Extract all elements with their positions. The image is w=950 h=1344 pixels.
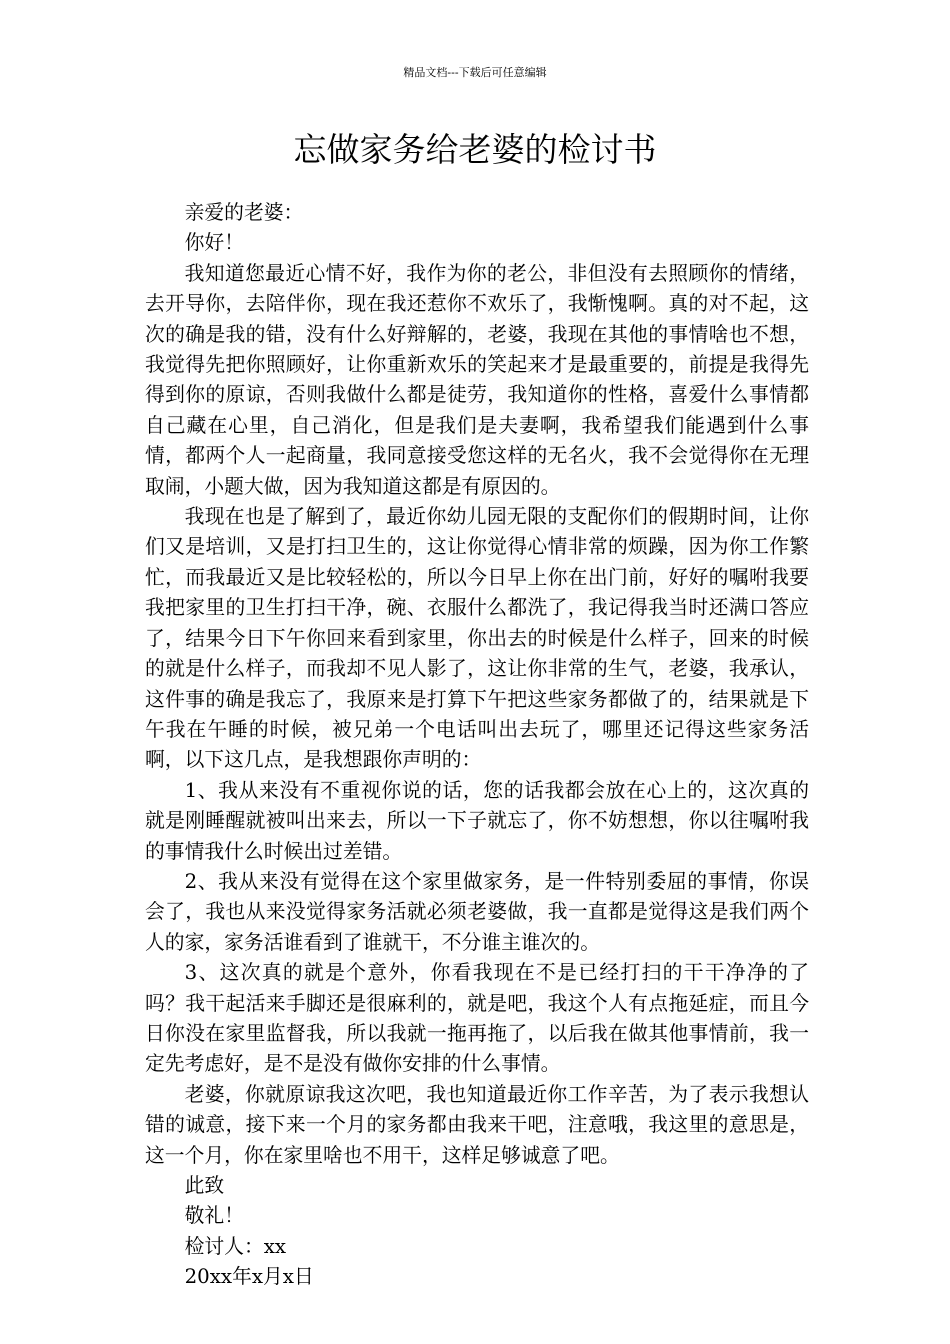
body-paragraph: 3、这次真的就是个意外，你看我现在不是已经打扫的干干净净的了吗？我干起活来手脚还是很麻利的，就是吧，我这个人有点拖延症，而且今日你没在家里监督我，所以我就一拖再拖了，以后我在做其他事情前，我一定先考虑好，是不是没有做你安排的什么事情。 bbox=[145, 961, 809, 1076]
body-paragraph: 1、我从来没有不重视你说的话，您的话我都会放在心上的，这次真的就是刚睡醒就被叫出来去，所以一下子就忘了，你不妨想想，你以往嘱咐我的事情我什么时候出过差错。 bbox=[145, 778, 809, 863]
letter-body bbox=[145, 198, 809, 1293]
signature: 检讨人：xx bbox=[184, 1234, 287, 1258]
closing: 此致 bbox=[184, 1174, 225, 1197]
regards: 敬礼！ bbox=[184, 1204, 244, 1228]
document-title: 忘做家务给老婆的检讨书 bbox=[293, 130, 657, 169]
salutation: 亲爱的老婆： bbox=[184, 201, 304, 224]
header-note: 精品文档---下载后可任意编辑 bbox=[403, 66, 547, 79]
body-paragraph: 我现在也是了解到了，最近你幼儿园无限的支配你们的假期时间，让你们又是培训，又是打扫卫生的，这让你觉得心情非常的烦躁，因为你工作繁忙，而我最近又是比较轻松的，所以今日早上你在出门前，好好的嘱咐我要我把家里的卫生打扫干净，碗、衣服什么都洗了，我记得我当时还满口答应了，结果今日下午你回来看到家里，你出去的时候是什么样子，回来的时候的就是什么样子，而我却不见人影了，这让你非常的生气，老婆，我承认，这件事的确是我忘了，我原来是打算下午把这些家务都做了的，结果就是下午我在午睡的时候，被兄弟一个电话叫出去玩了，哪里还记得这些家务活啊，以下这几点，是我想跟你声明的： bbox=[145, 505, 809, 772]
greeting: 你好！ bbox=[184, 231, 244, 255]
body-paragraph: 老婆，你就原谅我这次吧，我也知道最近你工作辛苦，为了表示我想认错的诚意，接下来一个月的家务都由我来干吧，注意哦，我这里的意思是，这一个月，你在家里啥也不用干，这样足够诚意了吧。 bbox=[145, 1082, 809, 1167]
date: 20xx年x月x日 bbox=[184, 1265, 314, 1289]
body-paragraph: 我知道您最近心情不好，我作为你的老公，非但没有去照顾你的情绪，去开导你，去陪伴你，现在我还惹你不欢乐了，我惭愧啊。真的对不起，这次的确是我的错，没有什么好辩解的，老婆，我现在其他的事情啥也不想，我觉得先把你照顾好，让你重新欢乐的笑起来才是最重要的，前提是我得先得到你的原谅，否则我做什么都是徒劳，我知道你的性格，喜爱什么事情都自己藏在心里，自己消化，但是我们是夫妻啊，我希望我们能遇到什么事情，都两个人一起商量，我同意接受您这样的无名火，我不会觉得你在无理取闹，小题大做，因为我知道这都是有原因的。 bbox=[145, 261, 809, 498]
body-paragraph: 2、我从来没有觉得在这个家里做家务，是一件特别委屈的事情，你误会了，我也从来没觉得家务活就必须老婆做，我一直都是觉得这是我们两个人的家，家务活谁看到了谁就干，不分谁主谁次的。 bbox=[145, 869, 809, 954]
